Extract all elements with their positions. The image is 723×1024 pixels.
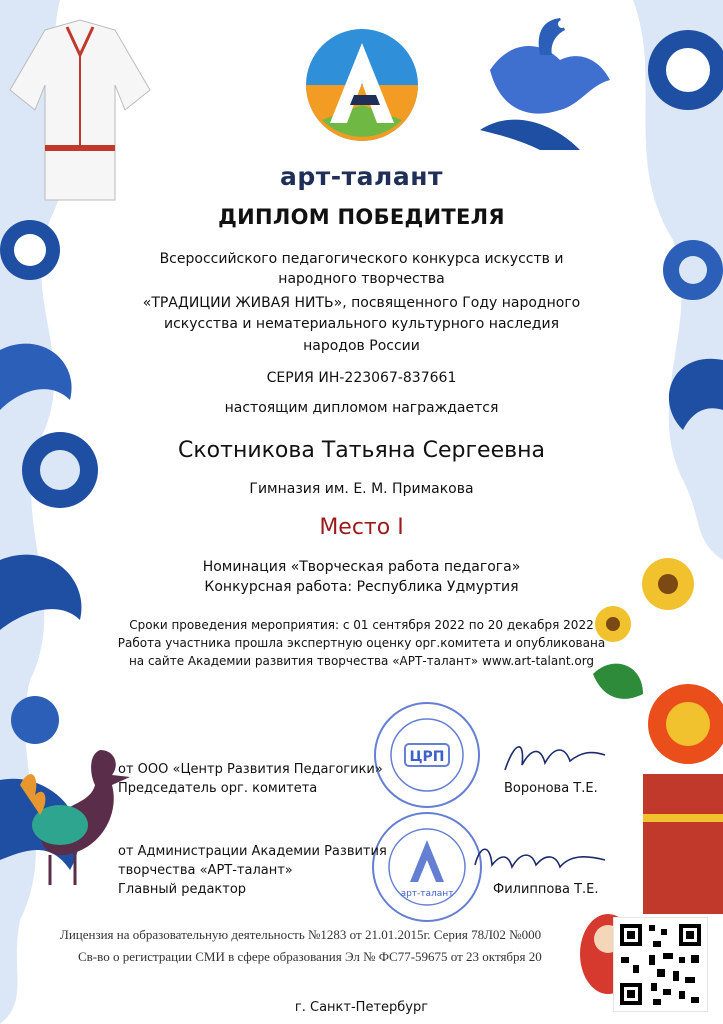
signature-voronova bbox=[500, 735, 610, 780]
contest-line-1: Всероссийского педагогического конкурса искусств и bbox=[159, 251, 564, 267]
contest-line-4: искусства и нематериального культурного наследия bbox=[164, 316, 559, 332]
signer2-role: Главный редактор bbox=[118, 882, 247, 897]
awarded-text: настоящим дипломом награждается bbox=[224, 400, 499, 416]
art-talant-stamp bbox=[370, 810, 485, 925]
signer2-name: Филиппова Т.Е. bbox=[493, 882, 599, 897]
license-line-1: Лицензия на образовательную деятельность №1283 от 21.01.2015г. Серия 78Л02 №000 bbox=[60, 927, 542, 942]
contest-line-5: народов России bbox=[303, 338, 420, 354]
signer2-org: от Администрации Академии Развития bbox=[118, 844, 387, 859]
signer1-role: Председатель орг. комитета bbox=[118, 781, 318, 796]
crp-stamp bbox=[372, 700, 482, 810]
crp-stamp-text: ЦРП bbox=[409, 749, 445, 765]
art-talant-logo-icon bbox=[302, 25, 422, 145]
logo-text: арт-талант bbox=[280, 162, 443, 191]
contest-line-3: «ТРАДИЦИИ ЖИВАЯ НИТЬ», посвященного Году народного bbox=[142, 295, 581, 311]
signer2-org-line2: творчества «АРТ-талант» bbox=[118, 863, 293, 878]
diploma-title: ДИПЛОМ ПОБЕДИТЕЛЯ bbox=[218, 205, 505, 229]
details-line-2: Работа участника прошла экспертную оценку орг.комитета и опубликована bbox=[117, 636, 606, 650]
place-award: Место I bbox=[319, 515, 404, 540]
competition-work: Конкурсная работа: Республика Удмуртия bbox=[204, 579, 519, 595]
recipient-name: Скотникова Татьяна Сергеевна bbox=[178, 438, 545, 463]
contest-line-2: народного творчества bbox=[278, 271, 445, 287]
series-number: СЕРИЯ ИН-223067-837661 bbox=[266, 370, 457, 386]
signer1-name: Воронова Т.Е. bbox=[504, 781, 598, 796]
details-line-1: Сроки проведения мероприятия: с 01 сентября 2022 по 20 декабря 2022 bbox=[129, 618, 594, 632]
qr-code bbox=[613, 917, 708, 1012]
signer1-org: от ООО «Центр Развития Педагогики» bbox=[118, 762, 383, 777]
art-talant-stamp-text: арт-талант bbox=[400, 889, 454, 899]
bird-illustration bbox=[470, 10, 620, 160]
signature-filippova bbox=[470, 835, 610, 885]
nomination: Номинация «Творческая работа педагога» bbox=[202, 559, 521, 575]
school-name: Гимназия им. Е. М. Примакова bbox=[249, 481, 474, 497]
license-line-2: Св-во о регистрации СМИ в сфере образования Эл № ФС77-59675 от 23 октября 20 bbox=[78, 949, 542, 964]
details-line-3: на сайте Академии развития творчества «АРТ-талант» www.art-talant.org bbox=[128, 654, 595, 668]
city: г. Санкт-Петербург bbox=[294, 1000, 429, 1015]
